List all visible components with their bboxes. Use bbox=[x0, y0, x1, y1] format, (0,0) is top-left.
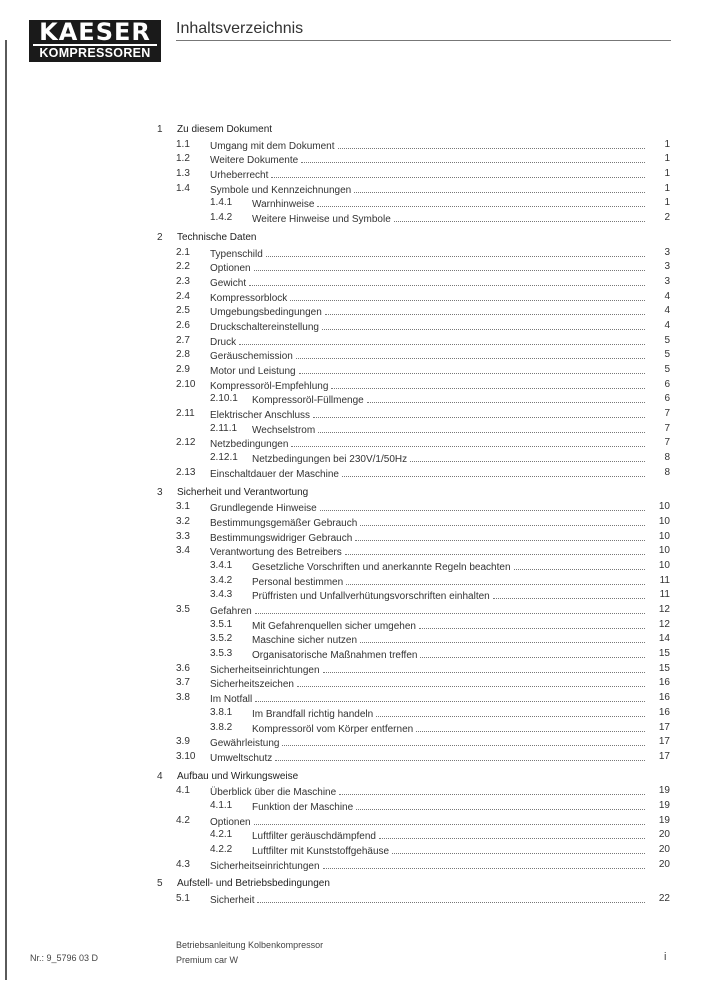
toc-label: Netzbedingungen bei 230V/1/50Hz bbox=[252, 453, 409, 468]
toc-number: 2.11 bbox=[176, 408, 195, 420]
toc-page-number: 1 bbox=[664, 197, 670, 209]
toc-entry bbox=[0, 334, 728, 349]
toc-page-number: 17 bbox=[658, 736, 670, 748]
toc-label: Sicherheitseinrichtungen bbox=[210, 860, 322, 875]
toc-entry bbox=[0, 559, 728, 574]
toc-entry bbox=[0, 436, 728, 451]
toc-page-number: 17 bbox=[658, 750, 670, 762]
toc-number: 3.6 bbox=[176, 662, 190, 674]
toc-label: Überblick über die Maschine bbox=[210, 786, 338, 801]
toc-number: 3.1 bbox=[176, 501, 190, 513]
toc-leader-dots bbox=[282, 735, 645, 746]
toc-leader-dots bbox=[514, 559, 645, 570]
toc-entry-line bbox=[210, 858, 648, 875]
toc-number: 2.9 bbox=[176, 364, 190, 375]
kaeser-logo bbox=[29, 20, 161, 62]
toc-entry bbox=[0, 275, 728, 290]
toc-page-number: 7 bbox=[664, 437, 670, 449]
toc-number: 4.2.1 bbox=[210, 829, 233, 841]
toc-entry bbox=[0, 182, 728, 197]
toc-label: Druckschaltereinstellung bbox=[210, 321, 321, 336]
toc-page-number: 1 bbox=[664, 168, 670, 180]
toc-label: Kompressoröl-Füllmenge bbox=[252, 394, 366, 409]
toc-label: Gewährleistung bbox=[210, 737, 281, 752]
toc-number: 2.3 bbox=[176, 275, 190, 287]
title-rule bbox=[176, 40, 671, 41]
toc-entry-line bbox=[177, 770, 300, 785]
toc-leader-dots bbox=[493, 588, 645, 599]
toc-leader-dots bbox=[313, 407, 645, 418]
toc-entry bbox=[0, 363, 728, 378]
toc-leader-dots bbox=[394, 211, 645, 222]
toc-number: 3.5 bbox=[176, 604, 190, 615]
toc-entry bbox=[0, 892, 728, 907]
toc-label: Weitere Hinweise und Symbole bbox=[252, 213, 393, 228]
toc-label: Aufbau und Wirkungsweise bbox=[177, 770, 300, 785]
toc-page-number: 4 bbox=[664, 305, 670, 317]
toc-entry bbox=[0, 574, 728, 589]
toc-page-number: 12 bbox=[658, 604, 670, 615]
toc-leader-dots bbox=[301, 152, 645, 163]
toc-entry bbox=[0, 750, 728, 765]
toc-label: Grundlegende Hinweise bbox=[210, 502, 319, 517]
toc-entry bbox=[0, 814, 728, 829]
toc-page-number: 16 bbox=[658, 706, 670, 718]
toc-entry bbox=[0, 392, 728, 407]
toc-label: Technische Daten bbox=[177, 231, 259, 246]
toc-page-number: 20 bbox=[658, 858, 670, 870]
toc-number: 3.8.2 bbox=[210, 721, 233, 733]
toc-entry bbox=[0, 466, 728, 481]
toc-label: Urheberrecht bbox=[210, 169, 270, 184]
toc-entry-line bbox=[177, 877, 332, 892]
toc-leader-dots bbox=[257, 892, 645, 903]
toc-number: 1.3 bbox=[176, 168, 190, 180]
toc-page-number: 3 bbox=[664, 275, 670, 287]
toc-number: 2.4 bbox=[176, 290, 190, 302]
toc-number: 3.8.1 bbox=[210, 706, 233, 718]
toc-number: 2.13 bbox=[176, 466, 196, 478]
toc-leader-dots bbox=[338, 138, 646, 149]
footer-product: Premium car W bbox=[176, 955, 239, 965]
toc-entry bbox=[0, 544, 728, 559]
toc-number: 5 bbox=[157, 878, 163, 890]
toc-page-number: 15 bbox=[658, 662, 670, 674]
toc-leader-dots bbox=[299, 363, 645, 374]
toc-page-number: 14 bbox=[658, 633, 670, 645]
toc-number: 1.4.2 bbox=[210, 212, 233, 224]
toc-page-number: 7 bbox=[664, 408, 670, 420]
toc-number: 3.4.3 bbox=[210, 589, 233, 601]
toc-number: 4 bbox=[157, 770, 163, 782]
toc-leader-dots bbox=[291, 436, 645, 447]
toc-number: 1.4 bbox=[176, 182, 190, 194]
toc-label: Geräuschemission bbox=[210, 350, 295, 365]
toc-page-number: 6 bbox=[664, 378, 670, 390]
toc-page-number: 6 bbox=[664, 393, 670, 405]
toc-page-number: 10 bbox=[658, 501, 670, 513]
toc-label: Im Notfall bbox=[210, 693, 254, 708]
toc-entry bbox=[0, 721, 728, 736]
toc-page-number: 16 bbox=[658, 677, 670, 689]
toc-label: Einschaltdauer der Maschine bbox=[210, 468, 341, 483]
toc-label: Maschine sicher nutzen bbox=[252, 634, 359, 649]
toc-label: Optionen bbox=[210, 262, 253, 277]
toc-leader-dots bbox=[410, 451, 645, 462]
toc-page-number: 8 bbox=[664, 452, 670, 464]
toc-entry bbox=[0, 676, 728, 691]
toc-leader-dots bbox=[266, 246, 645, 257]
toc-label: Motor und Leistung bbox=[210, 365, 298, 380]
toc-number: 3 bbox=[157, 486, 163, 498]
footer-page-number: i bbox=[664, 951, 667, 963]
toc-number: 2 bbox=[157, 231, 163, 243]
toc-number: 3.7 bbox=[176, 677, 190, 689]
toc-leader-dots bbox=[254, 814, 645, 825]
toc-leader-dots bbox=[290, 290, 645, 301]
toc-page-number: 16 bbox=[658, 692, 670, 704]
toc-entry bbox=[0, 304, 728, 319]
toc-page-number: 5 bbox=[664, 364, 670, 375]
toc-leader-dots bbox=[255, 691, 645, 702]
toc-leader-dots bbox=[249, 275, 645, 286]
toc-leader-dots bbox=[275, 750, 645, 761]
toc-leader-dots bbox=[376, 706, 645, 717]
toc-number: 4.1 bbox=[176, 785, 190, 797]
toc-number: 2.10.1 bbox=[210, 393, 238, 405]
toc-number: 3.4 bbox=[176, 545, 190, 557]
toc-entry bbox=[0, 858, 728, 873]
toc-page-number: 20 bbox=[658, 829, 670, 841]
toc-page-number: 3 bbox=[664, 261, 670, 273]
toc-page-number: 10 bbox=[658, 545, 670, 557]
toc-entry bbox=[0, 407, 728, 422]
toc-label: Aufstell- und Betriebsbedingungen bbox=[177, 877, 332, 892]
document-number: Nr.: 9_5796 03 D bbox=[30, 953, 99, 963]
toc-entry bbox=[0, 515, 728, 530]
toc-number: 3.5.1 bbox=[210, 618, 233, 630]
toc-entry bbox=[0, 843, 728, 858]
toc-leader-dots bbox=[354, 182, 645, 193]
toc-chapter bbox=[0, 231, 728, 246]
toc-chapter bbox=[0, 123, 728, 138]
toc-label: Prüffristen und Unfallverhütungsvorschriften einhalten bbox=[252, 590, 492, 605]
toc-chapter bbox=[0, 770, 728, 785]
toc-leader-dots bbox=[367, 392, 645, 403]
toc-page-number: 22 bbox=[658, 893, 670, 905]
toc-number: 2.7 bbox=[176, 334, 190, 346]
toc-label: Funktion der Maschine bbox=[252, 801, 355, 816]
toc-number: 3.2 bbox=[176, 515, 190, 527]
toc-page-number: 1 bbox=[664, 138, 670, 150]
toc-page-number: 8 bbox=[664, 466, 670, 478]
toc-label: Typenschild bbox=[210, 248, 265, 263]
toc-number: 2.8 bbox=[176, 349, 190, 361]
toc-leader-dots bbox=[317, 196, 645, 207]
toc-leader-dots bbox=[392, 843, 645, 854]
toc-leader-dots bbox=[297, 676, 645, 687]
toc-leader-dots bbox=[345, 544, 645, 555]
toc-label: Elektrischer Anschluss bbox=[210, 409, 312, 424]
toc-label: Warnhinweise bbox=[252, 198, 316, 213]
toc-page-number: 4 bbox=[664, 319, 670, 331]
toc-label: Gewicht bbox=[210, 277, 248, 292]
toc-leader-dots bbox=[360, 515, 645, 526]
toc-label: Verantwortung des Betreibers bbox=[210, 546, 344, 561]
toc-leader-dots bbox=[318, 422, 645, 433]
toc-leader-dots bbox=[342, 466, 645, 477]
toc-number: 2.6 bbox=[176, 319, 190, 331]
toc-label: Sicherheit bbox=[210, 894, 256, 909]
logo-brand: KAESER bbox=[39, 20, 151, 46]
toc-label: Wechselstrom bbox=[252, 424, 317, 439]
toc-label: Weitere Dokumente bbox=[210, 154, 300, 169]
toc-number: 4.2.2 bbox=[210, 844, 233, 855]
toc-label: Kompressorblock bbox=[210, 292, 289, 307]
footer-doc-title: Betriebsanleitung Kolbenkompressor bbox=[176, 940, 324, 950]
toc-leader-dots bbox=[325, 304, 645, 315]
toc-page-number: 19 bbox=[658, 799, 670, 811]
toc-entry bbox=[0, 603, 728, 618]
toc-number: 3.8 bbox=[176, 692, 190, 704]
toc-entry bbox=[0, 422, 728, 437]
toc-label: Personal bestimmen bbox=[252, 576, 345, 591]
toc-entry bbox=[0, 706, 728, 721]
toc-leader-dots bbox=[323, 858, 645, 869]
toc-entry bbox=[0, 784, 728, 799]
toc-page-number: 2 bbox=[664, 212, 670, 224]
toc-leader-dots bbox=[254, 260, 645, 271]
toc-number: 2.12.1 bbox=[210, 452, 238, 464]
toc-leader-dots bbox=[339, 784, 645, 795]
toc-page-number: 1 bbox=[664, 182, 670, 194]
toc-number: 4.1.1 bbox=[210, 799, 233, 811]
toc-label: Mit Gefahrenquellen sicher umgehen bbox=[252, 620, 418, 635]
toc-number: 1 bbox=[157, 124, 163, 135]
toc-page-number: 10 bbox=[658, 530, 670, 542]
toc-leader-dots bbox=[420, 647, 645, 658]
toc-leader-dots bbox=[355, 530, 645, 541]
toc-leader-dots bbox=[331, 378, 645, 389]
toc-entry bbox=[0, 319, 728, 334]
toc-label: Umgang mit dem Dokument bbox=[210, 140, 337, 155]
toc-label: Bestimmungsgemäßer Gebrauch bbox=[210, 517, 359, 532]
toc-number: 2.5 bbox=[176, 305, 190, 317]
toc-label: Organisatorische Maßnahmen treffen bbox=[252, 649, 419, 664]
toc-number: 3.4.2 bbox=[210, 574, 233, 586]
toc-leader-dots bbox=[322, 319, 645, 330]
toc-page-number: 19 bbox=[658, 785, 670, 797]
toc-page-number: 15 bbox=[658, 648, 670, 660]
toc-number: 3.3 bbox=[176, 530, 190, 542]
page-title: Inhaltsverzeichnis bbox=[176, 20, 304, 37]
toc-page-number: 5 bbox=[664, 334, 670, 346]
toc-page-number: 1 bbox=[664, 153, 670, 165]
toc-label: Im Brandfall richtig handeln bbox=[252, 708, 375, 723]
toc-entry bbox=[0, 662, 728, 677]
toc-label: Druck bbox=[210, 336, 238, 351]
toc-entry bbox=[0, 500, 728, 515]
toc-leader-dots bbox=[255, 603, 645, 614]
toc-entry bbox=[0, 632, 728, 647]
toc-number: 1.1 bbox=[176, 138, 190, 150]
toc-page-number: 20 bbox=[658, 844, 670, 855]
toc-entry-line bbox=[210, 750, 648, 767]
toc-entry bbox=[0, 246, 728, 261]
toc-entry bbox=[0, 260, 728, 275]
toc-leader-dots bbox=[239, 334, 645, 345]
toc-leader-dots bbox=[271, 167, 645, 178]
toc-page-number: 10 bbox=[658, 559, 670, 571]
toc-number: 2.2 bbox=[176, 261, 190, 273]
toc-page-number: 4 bbox=[664, 290, 670, 302]
toc-entry-line bbox=[177, 486, 310, 501]
toc-chapter bbox=[0, 486, 728, 501]
toc-leader-dots bbox=[419, 618, 645, 629]
toc-number: 4.2 bbox=[176, 814, 190, 826]
toc-label: Kompressoröl vom Körper entfernen bbox=[252, 723, 415, 738]
toc-label: Optionen bbox=[210, 816, 253, 831]
toc-number: 4.3 bbox=[176, 858, 190, 870]
toc-leader-dots bbox=[323, 662, 645, 673]
toc-page-number: 3 bbox=[664, 246, 670, 258]
toc-entry bbox=[0, 152, 728, 167]
toc-entry bbox=[0, 378, 728, 393]
toc-entry bbox=[0, 138, 728, 153]
footer-document-info bbox=[176, 938, 323, 968]
toc-entry bbox=[0, 647, 728, 662]
toc-label: Sicherheit und Verantwortung bbox=[177, 486, 310, 501]
toc-label: Sicherheitseinrichtungen bbox=[210, 664, 322, 679]
toc-number: 3.5.2 bbox=[210, 633, 233, 645]
toc-entry bbox=[0, 290, 728, 305]
toc-label: Symbole und Kennzeichnungen bbox=[210, 184, 353, 199]
toc-entry bbox=[0, 588, 728, 603]
toc-entry-line bbox=[177, 231, 259, 246]
logo-subtitle: KOMPRESSOREN bbox=[33, 44, 157, 61]
toc-page-number: 5 bbox=[664, 349, 670, 361]
toc-entry bbox=[0, 167, 728, 182]
toc-label: Gesetzliche Vorschriften und anerkannte Regeln beachten bbox=[252, 561, 513, 576]
toc-chapter bbox=[0, 877, 728, 892]
toc-number: 2.11.1 bbox=[210, 422, 238, 434]
toc-page-number: 11 bbox=[659, 574, 670, 586]
toc-page-number: 7 bbox=[664, 422, 670, 434]
toc-number: 2.12 bbox=[176, 437, 196, 449]
toc-entry bbox=[0, 196, 728, 211]
toc-entry bbox=[0, 618, 728, 633]
toc-page-number: 11 bbox=[659, 589, 670, 601]
toc-number: 3.9 bbox=[176, 736, 190, 748]
toc-label: Bestimmungswidriger Gebrauch bbox=[210, 532, 354, 547]
toc-label: Gefahren bbox=[210, 605, 254, 620]
toc-entry bbox=[0, 530, 728, 545]
toc-label: Umgebungsbedingungen bbox=[210, 306, 324, 321]
toc-label: Sicherheitszeichen bbox=[210, 678, 296, 693]
toc-entry-line bbox=[177, 123, 274, 138]
toc-entry bbox=[0, 799, 728, 814]
toc-page-number: 17 bbox=[658, 721, 670, 733]
toc-entry bbox=[0, 735, 728, 750]
toc-leader-dots bbox=[320, 500, 645, 511]
toc-number: 3.10 bbox=[176, 750, 196, 762]
toc-label: Zu diesem Dokument bbox=[177, 123, 274, 138]
toc-number: 5.1 bbox=[176, 893, 190, 905]
toc-label: Umweltschutz bbox=[210, 752, 274, 767]
toc-entry-line bbox=[252, 211, 648, 228]
toc-page-number: 19 bbox=[658, 814, 670, 826]
toc-leader-dots bbox=[356, 799, 645, 810]
toc-entry-line bbox=[210, 466, 648, 483]
toc-number: 3.4.1 bbox=[210, 559, 233, 571]
table-of-contents bbox=[0, 123, 728, 907]
toc-label: Netzbedingungen bbox=[210, 438, 290, 453]
toc-number: 3.5.3 bbox=[210, 648, 233, 660]
toc-number: 1.2 bbox=[176, 153, 190, 165]
toc-leader-dots bbox=[296, 348, 645, 359]
toc-page-number: 12 bbox=[658, 618, 670, 630]
toc-leader-dots bbox=[360, 632, 645, 643]
toc-entry bbox=[0, 828, 728, 843]
toc-entry-line bbox=[210, 892, 648, 909]
toc-leader-dots bbox=[379, 828, 645, 839]
toc-entry bbox=[0, 348, 728, 363]
toc-number: 2.1 bbox=[176, 246, 190, 258]
toc-leader-dots bbox=[346, 574, 645, 585]
toc-leader-dots bbox=[416, 721, 645, 732]
toc-entry bbox=[0, 451, 728, 466]
toc-label: Luftfilter mit Kunststoffgehäuse bbox=[252, 845, 391, 860]
toc-entry bbox=[0, 211, 728, 226]
toc-number: 1.4.1 bbox=[210, 197, 233, 209]
toc-page-number: 10 bbox=[658, 515, 670, 527]
toc-entry bbox=[0, 691, 728, 706]
toc-number: 2.10 bbox=[176, 378, 196, 390]
toc-label: Kompressoröl-Empfehlung bbox=[210, 380, 330, 395]
toc-label: Luftfilter geräuschdämpfend bbox=[252, 830, 378, 845]
